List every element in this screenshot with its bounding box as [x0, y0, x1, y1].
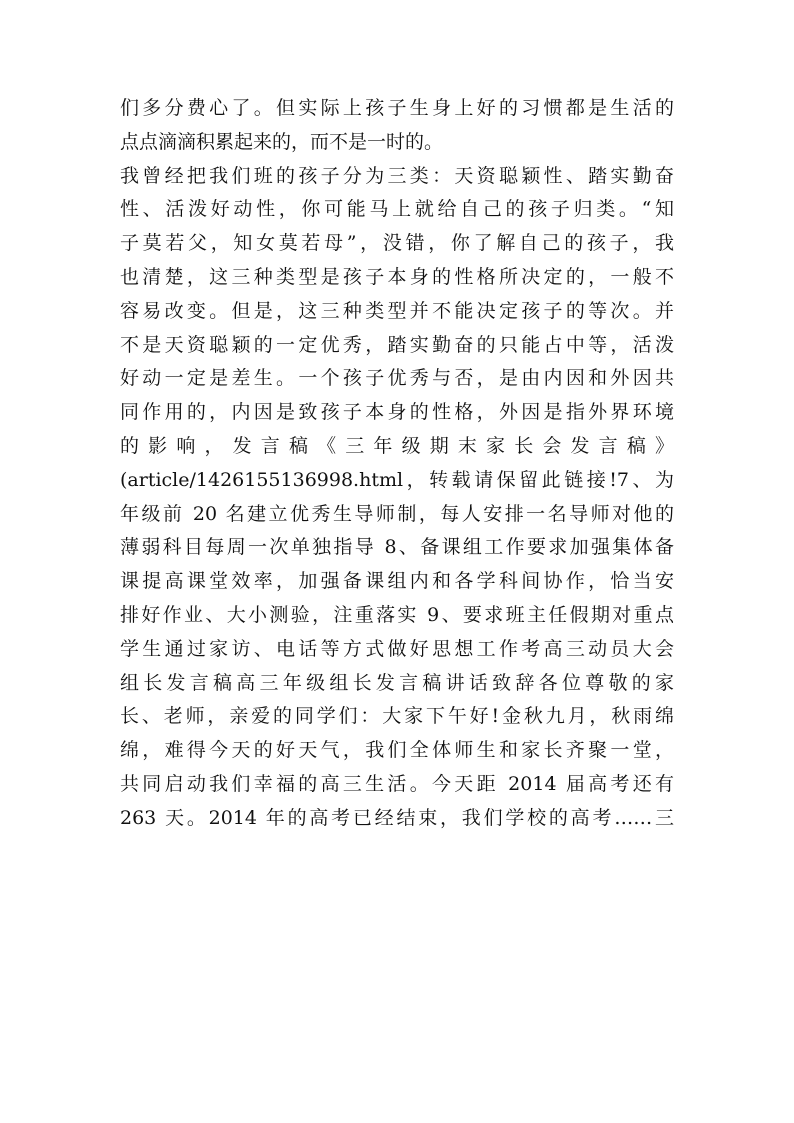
- text-line: 薄弱科目每周一次单独指导 8、备课组工作要求加强集体备: [120, 536, 674, 559]
- text-line: 子莫若父，知女莫若母”，没错，你了解自己的孩子，我: [120, 232, 674, 255]
- text-line: (article/1426155136998.html，转载请保留此链接!7、为: [120, 468, 674, 491]
- text-line: 同作用的，内因是致孩子本身的性格，外因是指外界环境: [120, 401, 674, 424]
- text-line: 不是天资聪颖的一定优秀，踏实勤奋的只能占中等，活泼: [120, 333, 674, 356]
- text-line: 们多分费心了。但实际上孩子生身上好的习惯都是生活的: [120, 97, 674, 119]
- text-line: 排好作业、大小测验，注重落实 9、要求班主任假期对重点: [120, 603, 674, 626]
- text-line: 年级前 20 名建立优秀生导师制，每人安排一名导师对他的: [120, 502, 674, 525]
- text-line: 263 天。2014 年的高考已经结束，我们学校的高考……三: [120, 806, 674, 829]
- text-line: 的 影 响 ， 发 言 稿 《 三 年 级 期 末 家 长 会 发 言 稿 》: [120, 434, 674, 457]
- text-line: 性、活泼好动性，你可能马上就给自己的孩子归类。“知: [120, 198, 674, 221]
- text-line: 好动一定是差生。一个孩子优秀与否，是由内因和外因共: [120, 367, 674, 390]
- text-line: 组长发言稿高三年级组长发言稿讲话致辞各位尊敬的家: [120, 671, 674, 694]
- text-line: 绵，难得今天的好天气，我们全体师生和家长齐聚一堂，: [120, 739, 674, 762]
- text-line: 共同启动我们幸福的高三生活。今天距 2014 届高考还有: [120, 772, 674, 795]
- body-text: [120, 92, 674, 836]
- text-line: 我曾经把我们班的孩子分为三类：天资聪颖性、踏实勤奋: [120, 164, 674, 187]
- text-line: 容易改变。但是，这三种类型并不能决定孩子的等次。并: [120, 299, 674, 322]
- text-line: 点点滴滴积累起来的，而不是一时的。: [120, 130, 444, 153]
- text-line: 也清楚，这三种类型是孩子本身的性格所决定的，一般不: [120, 265, 674, 288]
- text-line: 学生通过家访、电话等方式做好思想工作考高三动员大会: [120, 637, 674, 660]
- text-line: 课提高课堂效率，加强备课组内和各学科间协作，恰当安: [120, 570, 674, 593]
- text-line: 长、老师，亲爱的同学们：大家下午好!金秋九月，秋雨绵: [120, 705, 674, 728]
